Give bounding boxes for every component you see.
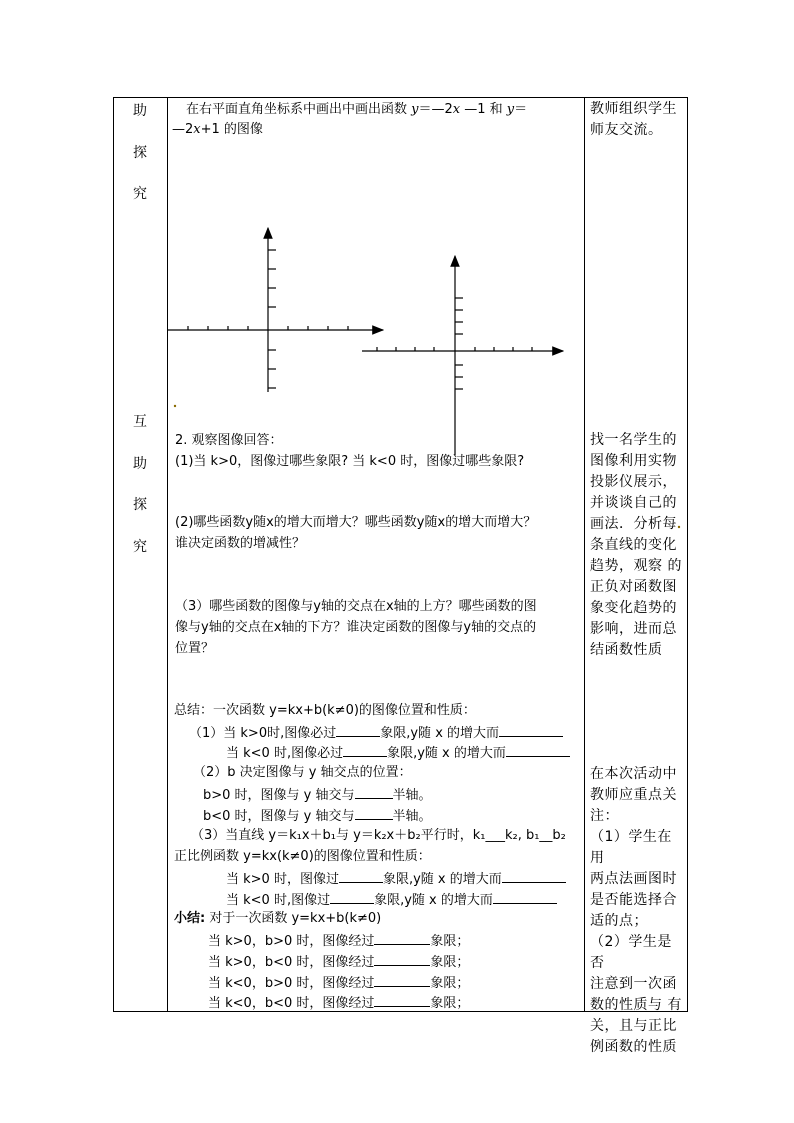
right-coordinate-system (362, 256, 563, 455)
proportional-line-a: 当 k>0 时，图像过 象限,y随 x 的增大而 (226, 869, 566, 889)
stray-dot (174, 405, 176, 407)
question-title: 2. 观察图像回答： (175, 433, 283, 448)
brief-row-3: 当 k<0，b>0 时，图像经过 象限； (208, 973, 469, 993)
summary-line-2-title: （2）b 决定图像与 y 轴交点的位置： (193, 765, 412, 780)
intro-line-1: 在右平面直角坐标系中画出中画出函数 y＝—2x —1 和 y＝ (186, 102, 528, 117)
intro-line-2: —2x+1 的图像 (172, 122, 263, 137)
brief-row-2: 当 k>0，b<0 时，图像经过 象限； (208, 952, 469, 972)
summary-line-3: （3）当直线 y＝k₁x＋b₁与 y＝k₂x＋b₂平行时，k₁___k₂, b₁__b₂ (191, 828, 566, 843)
question-2-line-1: (2)哪些函数y随x的增大而增大？哪些函数y随x的增大而增大？ (175, 515, 537, 530)
right-note-top: 教师组织学生 师友交流。 (590, 101, 677, 138)
brief-row-4: 当 k<0，b<0 时，图像经过 象限； (208, 993, 469, 1013)
summary-title: 总结：一次函数 y=kx+b(k≠0)的图像位置和性质： (174, 703, 476, 718)
right-note-middle: 找一名学生的 图像利用实物 投影仪展示， 并谈谈自己的 画法．分析每 条直线的变化 趋势，观察 的 正负对函数图 象变化趋势的 影响，进而总 结函数性质 (590, 432, 682, 658)
question-2-line-2: 谁决定函数的增减性？ (175, 536, 306, 551)
summary-line-1a: （1）当 k>0时,图像必过 象限,y随 x 的增大而 (189, 723, 563, 743)
label-jiu-2: 究 (133, 539, 147, 555)
summary-line-2a: b>0 时，图像与 y 轴交与 半轴。 (203, 785, 432, 805)
label-zhu: 助 (133, 103, 147, 119)
brief-row-1: 当 k>0，b>0 时，图像经过 象限； (208, 931, 469, 951)
proportional-line-b: 当 k<0 时,图像过 象限,y随 x 的增大而 (226, 890, 557, 910)
label-zhu-2: 助 (133, 456, 147, 472)
label-jiu: 究 (133, 186, 147, 202)
summary-line-1b: 当 k<0 时,图像必过 象限,y随 x 的增大而 (226, 743, 570, 763)
question-3-line-2: 像与y轴的交点在x轴的下方？谁决定函数的图像与y轴的交点的 (175, 620, 537, 635)
question-3-line-1: （3）哪些函数的图像与y轴的交点在x轴的上方？哪些函数的图 (175, 599, 537, 614)
summary-line-2b: b<0 时，图像与 y 轴交与 半轴。 (203, 806, 432, 826)
question-3-line-3: 位置？ (175, 641, 215, 656)
right-note-bottom: 在本次活动中 教师应重点关 注： （1）学生在用 两点法画图时 是否能选择合 适的点； （2）学生是否 注意到一次函 数的性质与 有 关，且与正比 例函数的性质 (590, 766, 682, 1055)
brief-title: 小结: 对于一次函数 y=kx+b(k≠0) (174, 911, 382, 926)
proportional-title: 正比例函数 y=kx(k≠0)的图像位置和性质： (174, 849, 431, 864)
label-tan-2: 探 (133, 497, 147, 513)
question-1: (1)当 k>0，图像过哪些象限? 当 k<0 时，图像过哪些象限? (175, 454, 525, 469)
left-coordinate-system (168, 228, 383, 392)
label-hu: 互 (133, 414, 147, 430)
label-tan: 探 (133, 145, 147, 161)
